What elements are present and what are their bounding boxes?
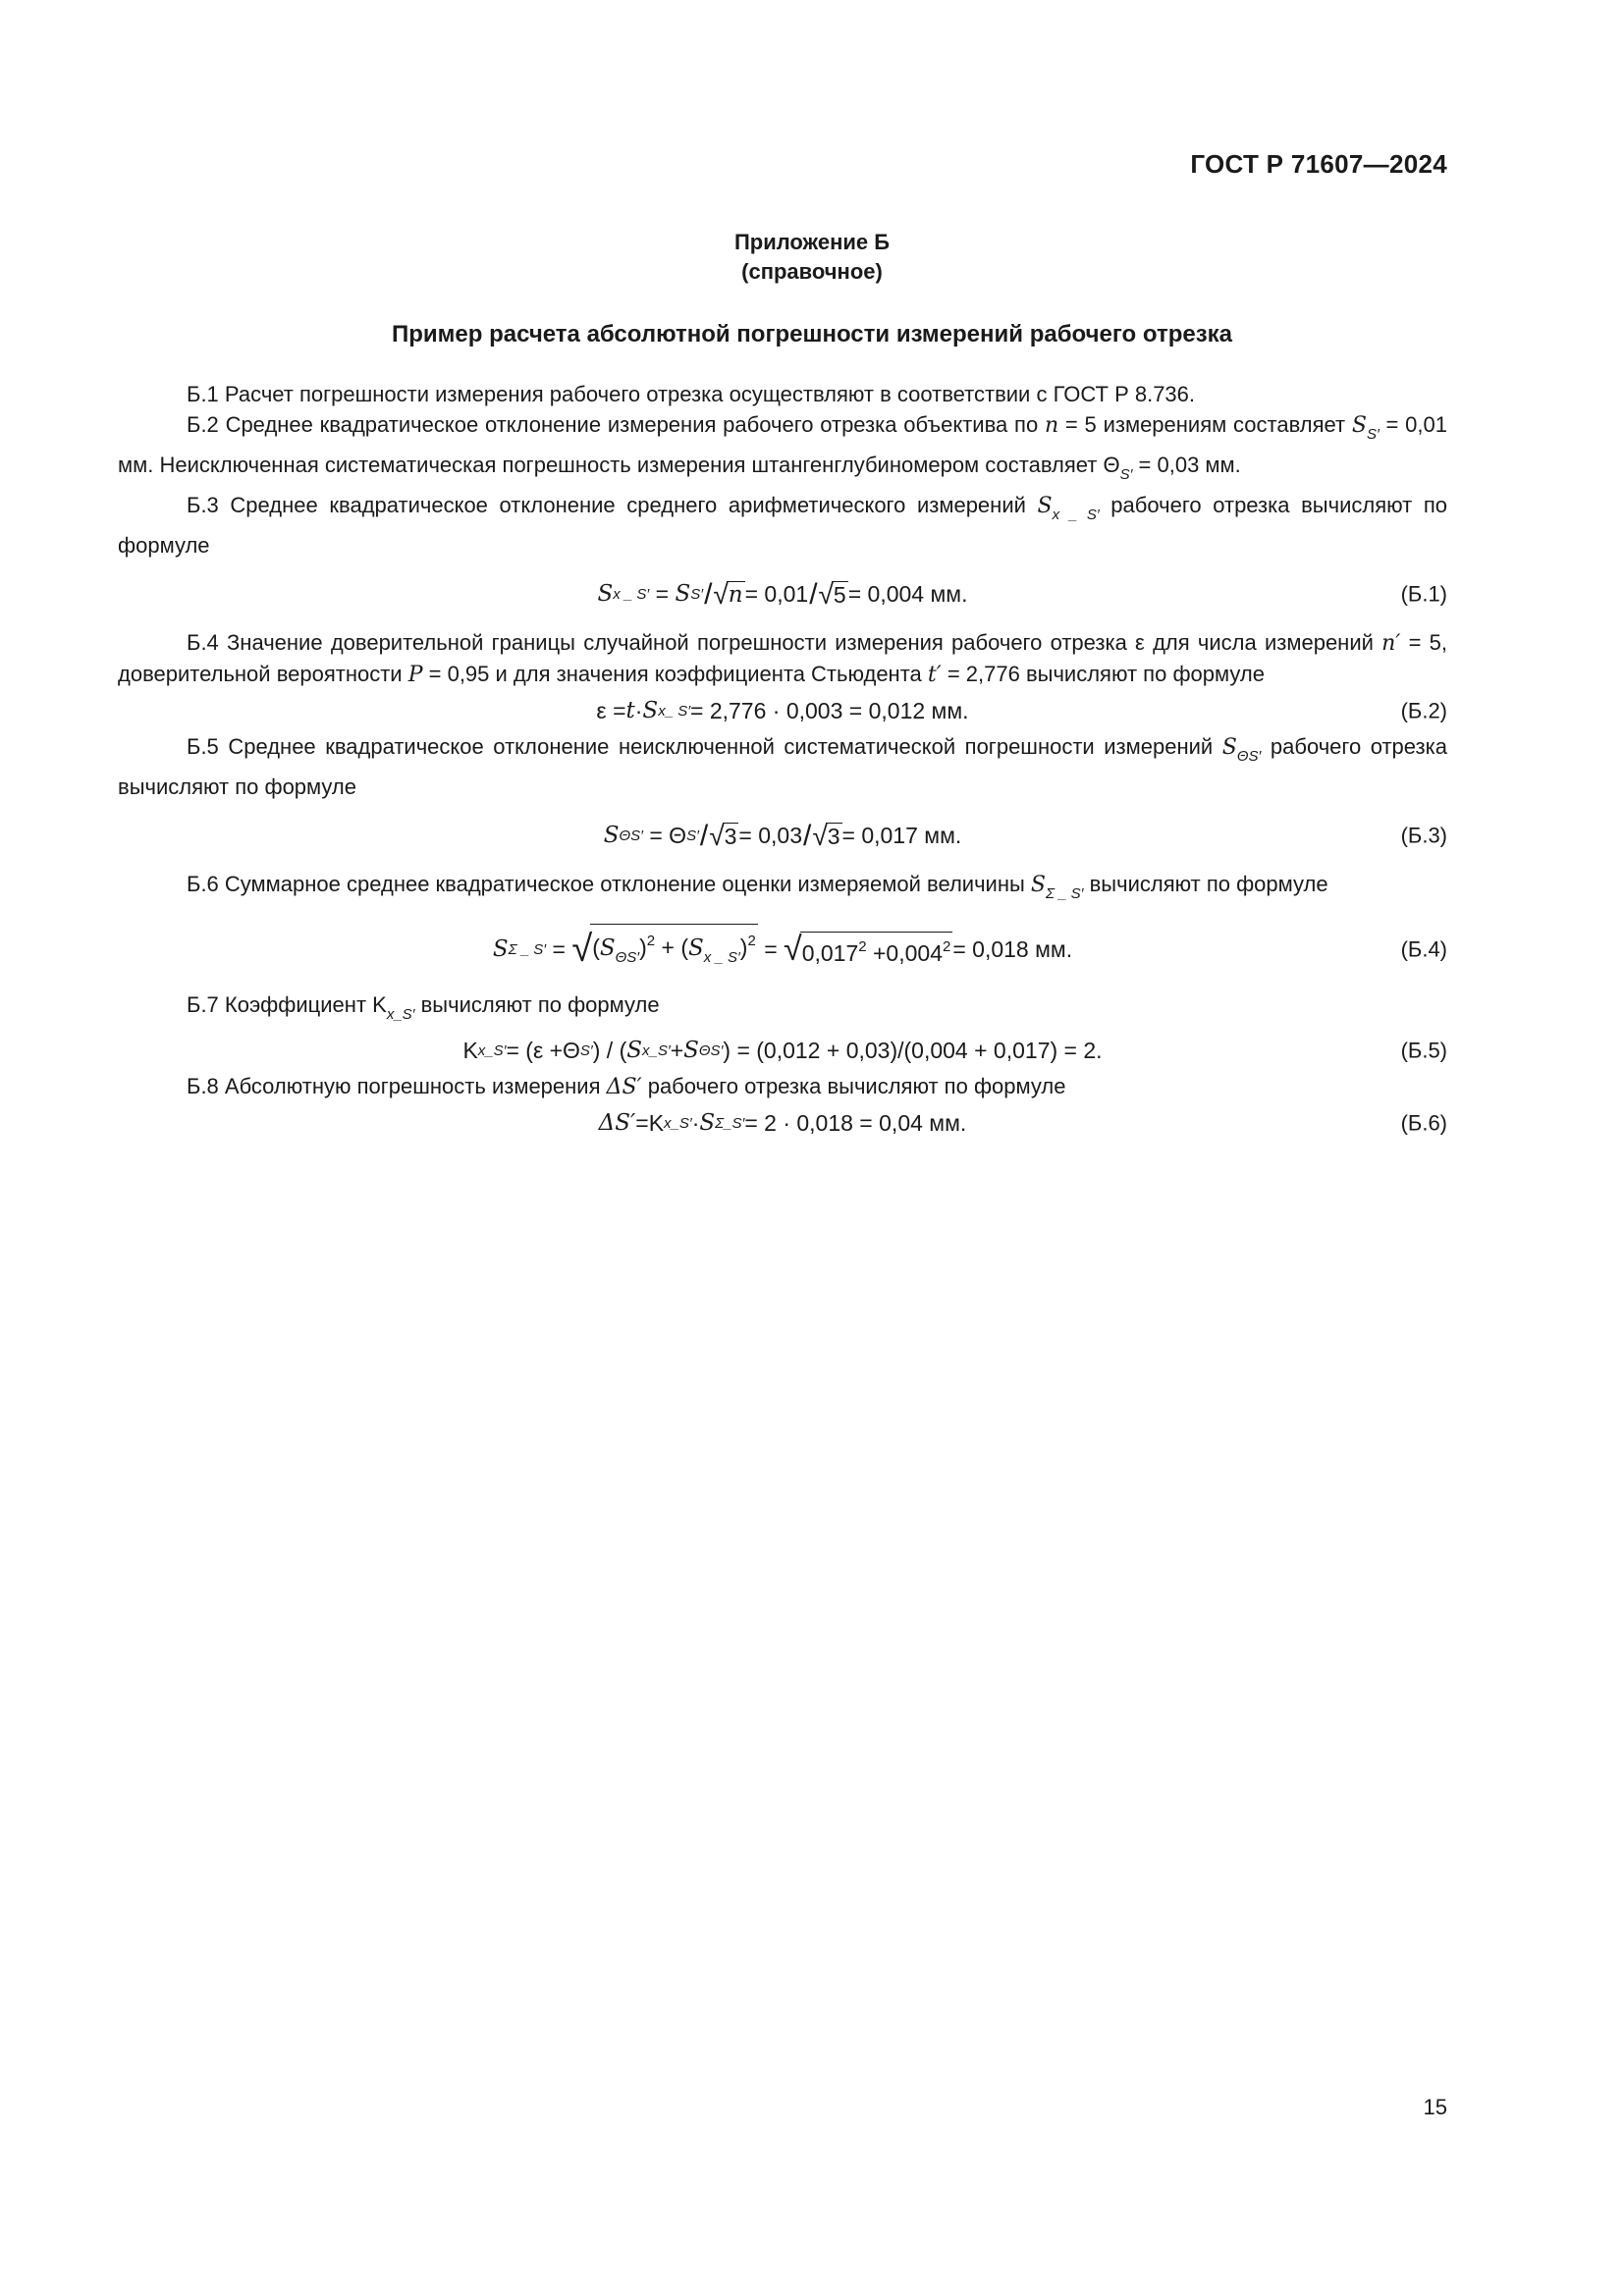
formula-b1: S x _ S′ = S S′ / √ n = 0,01 / √ 5 = 0,004 мм. (Б.1) <box>597 577 1447 611</box>
equation-number: (Б.2) <box>1400 698 1447 723</box>
equation-number: (Б.3) <box>1400 823 1447 848</box>
paragraph-b1: Б.1 Расчет погрешности измерения рабочего отрезка осуществляют в соответствии с ГОСТ Р 8.736. <box>187 382 1196 406</box>
equation-number: (Б.1) <box>1400 581 1447 607</box>
formula-b4: S Σ _ S′ = √ $(S_{\Theta S'})^2 + (S_{x \_ S'})^2$ = √ $0,017^2 +0,004^2$ = 0,018 мм. (Б.4) <box>118 917 1447 982</box>
equation-number: (Б.5) <box>1400 1038 1447 1063</box>
document-code: ГОСТ Р 71607—2024 <box>1190 149 1447 179</box>
annex-heading <box>0 228 1624 287</box>
formula-b2: ε = t · S x_ S′ = 2,776 · 0,003 = 0,012 мм. (Б.2) <box>118 692 1447 729</box>
equation-number: (Б.4) <box>1400 936 1447 962</box>
formula-b3: S ΘS′ = Θ S′ / √ 3 = 0,03 / √ 3 = 0,017 мм. (Б.3) <box>603 819 1447 852</box>
equation-number: (Б.6) <box>1400 1110 1447 1136</box>
page-number: 15 <box>1423 2095 1447 2119</box>
paragraph-b2: Б.2 Среднее квадратическое отклонение измерения рабочего отрезка объектива по n = 5 измерениям составляет $S_{S'} = 0,01$ мм. Неисключенная систематическая погрешность измерения штангенглубиномером составляет $\Theta_{S'} = 0,03$ мм. <box>118 412 1448 483</box>
paragraph-b8: Б.8 Абсолютную погрешность измерения ΔS′ рабочего отрезка вычисляют по формуле <box>187 1074 1066 1099</box>
paragraph-b5: Б.5 Среднее квадратическое отклонение неисключенной систематической погрешности измерений $S_{\Theta S'}$ рабочего отрезка вычисляют по формуле <box>118 734 1447 799</box>
annex-title: Приложение Б <box>733 230 891 254</box>
paragraph-b7: Б.7 Коэффициент $K_{x\_S'}$ вычисляют по формуле <box>187 992 660 1023</box>
section-title: Пример расчета абсолютной погрешности измерений рабочего отрезка <box>392 321 1232 347</box>
paragraph-b4: Б.4 Значение доверительной границы случайной погрешности измерения рабочего отрезка ε для числа измерений n′ = 5, доверительной вероятности P = 0,95 и для значения коэффициента Стьюдента t′ = 2,776 вычисляют по формуле <box>118 630 1447 687</box>
paragraph-b3: Б.3 Среднее квадратическое отклонение среднего арифметического измерений $S_{x \_ S'}$ рабочего отрезка вычисляют по формуле <box>118 493 1448 558</box>
paragraph-b6: Б.6 Суммарное среднее квадратическое отклонение оценки измеряемой величины $S_{\Sigma \_ S'}$ вычисляют по формуле <box>187 872 1328 902</box>
document-body <box>118 379 1447 1144</box>
annex-subtitle: (справочное) <box>741 259 883 284</box>
formula-b6: ΔS′ = K x_S′ · S Σ_S′ = 2 · 0,018 = 0,04 мм. (Б.6) <box>118 1104 1447 1142</box>
formula-b5: K x_S′ = (ε + Θ S′ ) / ( S x_S′ + S ΘS′ ) = (0,012 + 0,03)/(0,004 + 0,017) = 2. (Б.5) <box>118 1032 1447 1069</box>
